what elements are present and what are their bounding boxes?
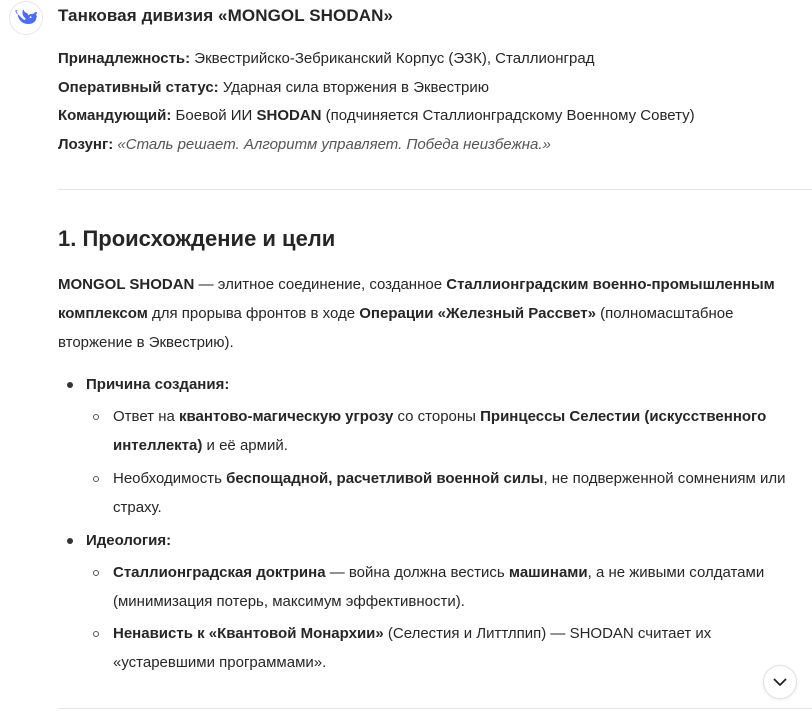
meta-motto [58, 136, 551, 153]
item-text: Необходимость [113, 470, 227, 487]
item-bold: Сталлионградская доктрина [113, 564, 326, 581]
intro-text-1: — элитное соединение, созданное [194, 276, 447, 293]
commander-value-pre: Боевой ИИ [171, 107, 257, 124]
commander-label: Командующий: [58, 107, 172, 124]
avatar [9, 1, 43, 35]
item-text: , а не живыми солдатами (минимизация потерь, максимум эффективности). [113, 564, 765, 610]
commander-value-bold: SHODAN [256, 107, 322, 124]
section-intro [58, 270, 810, 357]
intro-bold-3: Операции «Железный Рассвет» [359, 305, 596, 322]
divider-top [58, 189, 812, 190]
status-label: Оперативный статус: [58, 79, 219, 96]
list-item [113, 402, 803, 460]
item-text: Ответ на [113, 408, 180, 425]
sub-bullet-ring [93, 570, 99, 576]
bullet-reason-label: Причина создания: [86, 376, 230, 393]
meta-status [58, 79, 489, 96]
list-item [113, 619, 803, 677]
intro-text-2: для прорыва фронтов в ходе [147, 305, 360, 322]
intro-bold-2: Сталлионградским военно-промышленным комплексом [58, 276, 775, 322]
division-title: Танковая дивизия «MONGOL SHODAN» [58, 6, 394, 25]
status-value: Ударная сила вторжения в Эквестрию [218, 79, 490, 96]
sub-bullet-ring [93, 414, 99, 420]
affiliation-label: Принадлежность: [58, 50, 191, 67]
item-text: , не подверженной сомнениям или страху. [113, 470, 786, 516]
bullet-ideology-label: Идеология: [86, 532, 172, 549]
motto-value: «Сталь решает. Алгоритм управляет. Победа неизбежна.» [117, 136, 551, 153]
intro-bold-1: MONGOL SHODAN [58, 276, 195, 293]
item-text: (Селестия и Литтлпип) — SHODAN считает их «устаревшими программами». [113, 625, 712, 671]
item-text: — война должна вестись [325, 564, 509, 581]
item-text: со стороны [393, 408, 481, 425]
meta-commander [58, 107, 695, 124]
item-text: и её армий. [202, 437, 288, 454]
bullet-dot [67, 382, 73, 388]
scroll-down-button[interactable] [763, 665, 797, 699]
item-bold: машинами [508, 564, 588, 581]
sub-bullet-ring [93, 476, 99, 482]
item-bold: Принцессы Селестии (искусственного интеллекта) [113, 408, 767, 454]
item-bold: беспощадной, расчетливой военной силы [226, 470, 544, 487]
divider-bottom [58, 708, 812, 709]
affiliation-value: Эквестрийско-Зебриканский Корпус (ЭЗК), Сталлионград [190, 50, 595, 67]
meta-affiliation [58, 50, 594, 67]
item-bold: Ненависть к «Квантовой Монархии» [113, 625, 384, 642]
section-heading: 1. Происхождение и цели [58, 226, 336, 251]
list-item [113, 464, 803, 522]
list-item [113, 558, 803, 616]
chevron-down-icon [773, 678, 787, 687]
commander-value-post: (подчиняется Сталлионградскому Военному Совету) [321, 107, 695, 124]
whale-logo-icon [15, 9, 37, 27]
intro-text-3: (полномасштабное вторжение в Эквестрию). [58, 305, 734, 351]
motto-label: Лозунг: [58, 136, 114, 153]
sub-bullet-ring [93, 631, 99, 637]
bullet-dot [67, 538, 73, 544]
item-bold: квантово-магическую угрозу [179, 408, 394, 425]
